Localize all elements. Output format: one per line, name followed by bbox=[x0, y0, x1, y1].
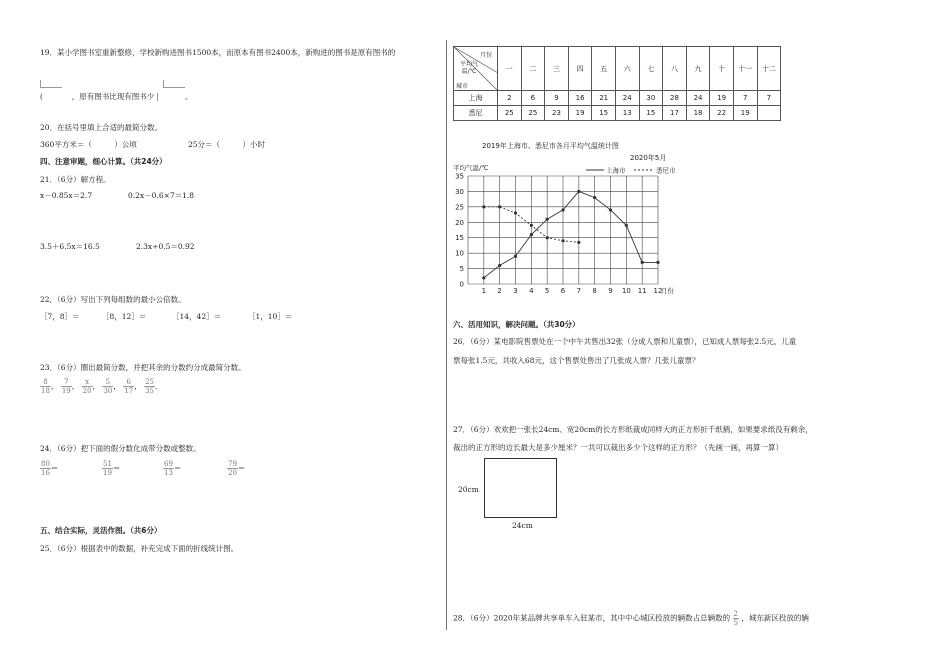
q28-text bbox=[453, 610, 809, 627]
q20-item2[interactable]: 25分＝（ ）小时 bbox=[188, 140, 266, 149]
row-header: 悉尼 bbox=[454, 106, 498, 121]
data-point bbox=[530, 224, 533, 227]
q26-line2: 票每张1.5元，共收入68元，这个售票处售出了几张成人票？几张儿童票？ bbox=[453, 356, 700, 365]
month-header: 七 bbox=[639, 47, 663, 91]
chart-ylabel: 平均气温/℃ bbox=[453, 164, 489, 172]
q22-item[interactable]: ［1，10］＝ bbox=[248, 312, 293, 321]
q21-eq3: 3.5＋6.5x＝16.5 bbox=[40, 242, 100, 251]
q24-item: $\frac{69}{13}$ ＝ bbox=[164, 460, 182, 477]
q24-item: $\frac{80}{16}$ ＝ bbox=[41, 460, 59, 477]
data-point bbox=[577, 241, 580, 244]
table-cell: 13 bbox=[615, 106, 639, 121]
table-cell: 6 bbox=[521, 91, 545, 106]
q24-item: $\frac{79}{20}$ ＝ bbox=[228, 460, 246, 477]
q19-line1: 19．某小学图书室重新整修，学校新购进图书1500本，而原本有图书2400本，新购进的图书是原有图书的 bbox=[40, 48, 396, 57]
table-cell: 24 bbox=[615, 91, 639, 106]
data-point bbox=[514, 255, 517, 258]
data-point bbox=[546, 236, 549, 239]
q21-eq4: 2.3x÷0.5＝0.92 bbox=[136, 242, 195, 251]
table-cell: 19 bbox=[568, 106, 592, 121]
q24-item: $\frac{51}{19}$ ＝ bbox=[103, 460, 121, 477]
rect-width-label: 24cm bbox=[512, 521, 533, 530]
x-axis-label: 月份 bbox=[661, 287, 674, 295]
fraction: $\frac{80}{16}$ bbox=[41, 460, 50, 477]
data-point bbox=[514, 211, 517, 214]
data-point bbox=[482, 205, 485, 208]
q19-period: 。 bbox=[185, 92, 193, 101]
q22-item[interactable]: ［14，42］＝ bbox=[172, 312, 222, 321]
fraction[interactable]: $\frac{7}{19}$ bbox=[61, 378, 71, 395]
q22-item[interactable]: ［7，8］＝ bbox=[40, 312, 80, 321]
x-tick-label: 8 bbox=[592, 287, 597, 295]
x-tick-label: 6 bbox=[560, 287, 566, 295]
q24-title: 24．（6分）把下面的假分数化成带分数或整数。 bbox=[40, 444, 201, 453]
data-point bbox=[641, 261, 644, 264]
data-point bbox=[546, 218, 549, 221]
y-tick-label: 10 bbox=[455, 249, 464, 258]
x-tick-label: 4 bbox=[529, 287, 534, 295]
month-header: 八 bbox=[663, 47, 687, 91]
q19-line2-text: ，原有图书比现有图书少 bbox=[71, 92, 155, 101]
x-tick-label: 2 bbox=[497, 287, 502, 295]
rectangle-diagram bbox=[484, 458, 557, 518]
month-header: 六 bbox=[615, 47, 639, 91]
table-cell: 7 bbox=[757, 91, 781, 106]
data-point bbox=[656, 261, 659, 264]
q20-item1[interactable]: 360平方米＝（ ）公顷 bbox=[40, 140, 137, 149]
chart-subtitle: 2020年5月 bbox=[630, 154, 667, 162]
month-header: 十 bbox=[710, 47, 734, 91]
fraction: $\frac{69}{13}$ bbox=[164, 460, 173, 477]
table-cell: 17 bbox=[663, 106, 687, 121]
x-tick-label: 11 bbox=[637, 287, 647, 295]
q27-line2: 裁出的正方形的边长最大是多少厘米？一共可以裁出多少个这样的正方形？（先画一画，再算一算） bbox=[453, 443, 783, 452]
data-point bbox=[561, 239, 564, 242]
y-tick-label: 25 bbox=[455, 203, 464, 212]
corner-month-label: 月份 bbox=[480, 52, 493, 59]
q23-title: 23．（6分）圈出最简分数，并把其余的分数约分成最简分数。 bbox=[40, 363, 246, 372]
fraction[interactable]: $\frac{5}{30}$ bbox=[103, 378, 113, 395]
y-tick-label: 0 bbox=[459, 280, 464, 289]
month-header: 四 bbox=[568, 47, 592, 91]
fraction[interactable]: $\frac{25}{35}$ bbox=[145, 378, 154, 395]
chart-title: 2019年上海市、悉尼市各月平均气温统计图 bbox=[482, 142, 619, 150]
table-cell: 30 bbox=[639, 91, 663, 106]
table-cell: 24 bbox=[686, 91, 710, 106]
data-point bbox=[609, 208, 612, 211]
table-cell: 25 bbox=[521, 106, 545, 121]
section4-heading: 四、注意审题，细心计算。（共24分） bbox=[40, 157, 167, 166]
q21-title: 21．（6分）解方程。 bbox=[40, 175, 111, 184]
table-cell: 9 bbox=[545, 91, 569, 106]
x-tick-label: 12 bbox=[653, 287, 663, 295]
fraction[interactable]: $\frac{x}{20}$ bbox=[82, 378, 92, 395]
y-tick-label: 35 bbox=[455, 172, 464, 181]
table-cell: 19 bbox=[733, 106, 757, 121]
y-tick-label: 30 bbox=[455, 187, 464, 196]
q21-eq1: x－0.85x＝2.7 bbox=[40, 191, 93, 200]
data-point bbox=[482, 276, 485, 279]
section5-heading: 五、结合实际，灵活作图。（共6分） bbox=[40, 526, 162, 535]
data-point bbox=[593, 196, 596, 199]
table-cell: 18 bbox=[686, 106, 710, 121]
x-tick-label: 1 bbox=[481, 287, 487, 295]
y-tick-label: 5 bbox=[459, 265, 464, 274]
table-cell: 15 bbox=[639, 106, 663, 121]
x-tick-label: 5 bbox=[544, 287, 550, 295]
row-header: 上海 bbox=[454, 91, 498, 106]
month-header: 一 bbox=[498, 47, 522, 91]
series-line-shanghai bbox=[484, 191, 658, 277]
data-point bbox=[625, 224, 628, 227]
x-tick-label: 3 bbox=[513, 287, 518, 295]
legend-dashed-label: 悉尼市 bbox=[656, 166, 676, 175]
rect-height-label: 20cm bbox=[458, 485, 479, 494]
q20-title: 20．在括号里填上合适的最简分数。 bbox=[40, 123, 163, 132]
x-tick-label: 7 bbox=[576, 287, 582, 295]
month-header: 二 bbox=[521, 47, 545, 91]
q25-text: 25．（6分）根据表中的数据，补充完成下面的折线统计图。 bbox=[40, 544, 239, 553]
month-header: 十二 bbox=[757, 47, 781, 91]
fraction: $\frac{2}{5}$ bbox=[733, 610, 739, 627]
data-point bbox=[561, 208, 564, 211]
fraction[interactable]: $\frac{6}{17}$ bbox=[124, 378, 134, 395]
y-tick-label: 15 bbox=[455, 234, 464, 243]
fraction: $\frac{51}{19}$ bbox=[103, 460, 112, 477]
table-cell: 22 bbox=[710, 106, 734, 121]
month-header: 十一 bbox=[733, 47, 757, 91]
data-point bbox=[577, 190, 580, 193]
data-point bbox=[530, 233, 533, 236]
q21-eq2: 0.2x－0.6×7＝1.8 bbox=[128, 191, 195, 200]
table-cell: 23 bbox=[545, 106, 569, 121]
table-cell: 7 bbox=[733, 91, 757, 106]
q27-line1: 27．（6分）欢欢把一张长24cm、宽20cm的长方形纸裁成同样大的正方形折千纸鹤，如果要求纸没有剩余， bbox=[453, 425, 813, 434]
section6-heading: 六、活用知识，解决问题。（共30分） bbox=[453, 320, 580, 329]
table-cell: 19 bbox=[710, 91, 734, 106]
data-point bbox=[498, 264, 501, 267]
table-cell: 28 bbox=[663, 91, 687, 106]
q22-title: 22．（6分）写出下列每组数的最小公倍数。 bbox=[40, 295, 186, 304]
table-cell: 21 bbox=[592, 91, 616, 106]
q26-line1: 26．（6分）某电影院售票处在一个中午共售出32张（分成人票和儿童票），已知成人票每张2.5元，儿童 bbox=[453, 337, 797, 346]
month-header: 三 bbox=[545, 47, 569, 91]
q28-text-before: 28．（6分）2020年某品牌共享单车入驻某市，其中中心城区投放的辆数占总辆数的 bbox=[453, 613, 731, 623]
q19-open-paren: ( bbox=[40, 92, 43, 101]
q23-fractions: $\frac{8}{18}$ ， $\frac{7}{19}$ ， $\frac{x}{20}$ ， $\frac{5}{30}$ ， $\frac{6}{17}$ ， $\frac{25}{35}$ ． bbox=[41, 378, 163, 395]
fraction: $\frac{79}{20}$ bbox=[228, 460, 237, 477]
q22-item[interactable]: ［8，12］＝ bbox=[102, 312, 147, 321]
fraction[interactable]: $\frac{8}{18}$ bbox=[41, 378, 50, 395]
month-header: 九 bbox=[686, 47, 710, 91]
data-point bbox=[498, 205, 501, 208]
month-header: 五 bbox=[592, 47, 616, 91]
q28-text-after: ，城东新区投放的辆 bbox=[741, 613, 809, 623]
corner-city-label: 城市 bbox=[456, 83, 469, 90]
table-cell: 16 bbox=[568, 91, 592, 106]
corner-temp-label: 平均气温/℃ bbox=[459, 61, 478, 75]
table-cell: 15 bbox=[592, 106, 616, 121]
y-tick-label: 20 bbox=[455, 218, 464, 227]
x-tick-label: 10 bbox=[621, 287, 631, 295]
x-tick-label: 9 bbox=[608, 287, 613, 295]
legend-solid-label: 上海市 bbox=[606, 166, 626, 175]
table-cell: 2 bbox=[498, 91, 522, 106]
table-cell: 25 bbox=[498, 106, 522, 121]
